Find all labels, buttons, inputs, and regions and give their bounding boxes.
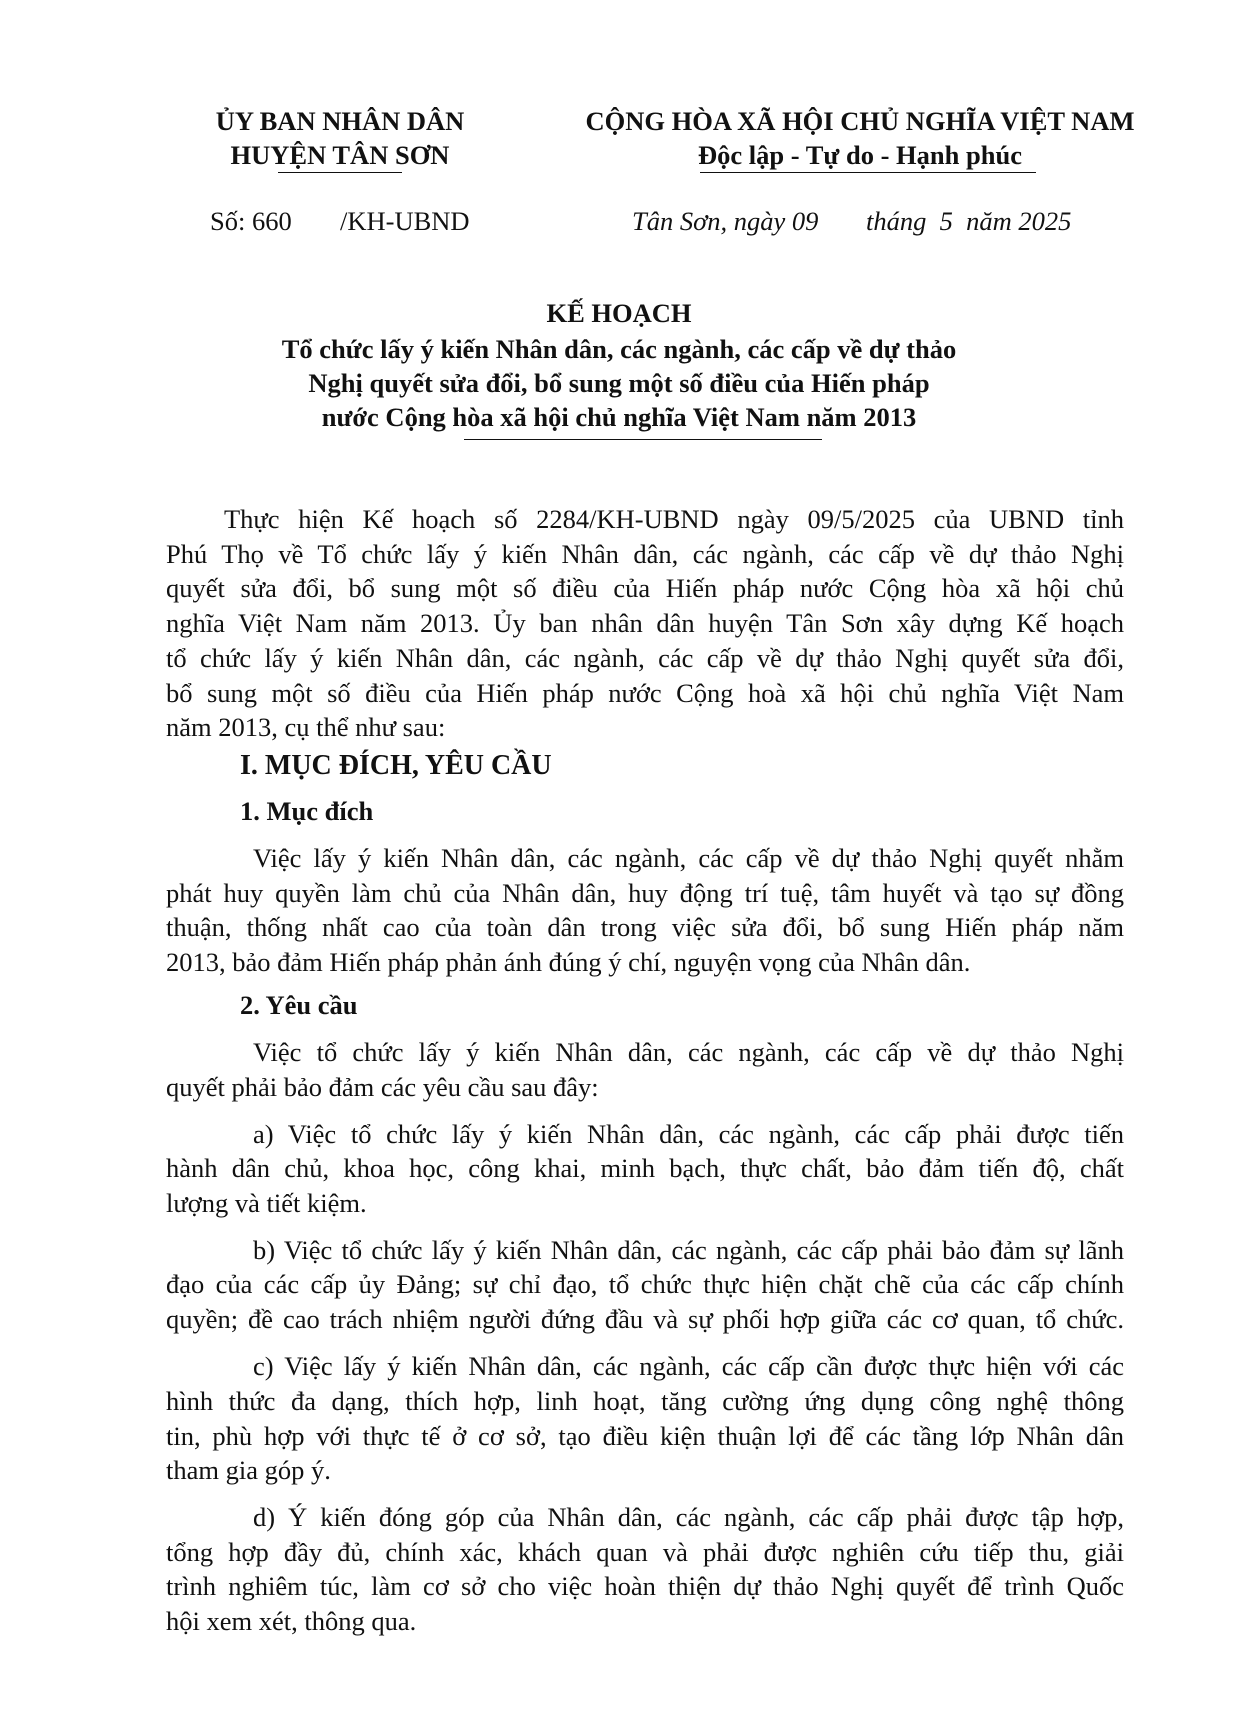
document-title-line2: Nghị quyết sửa đổi, bổ sung một số điều của Hiến pháp [308, 368, 930, 398]
requirement-d-line: hội xem xét, thông qua. [166, 1606, 417, 1636]
agency-name-line1: ỦY BAN NHÂN DÂN [215, 106, 465, 136]
requirement-d-line: tổng hợp đầy đủ, chính xác, khách quan và phải được nghiên cứu tiếp thu, giải [166, 1537, 1124, 1567]
document-title-line1: Tổ chức lấy ý kiến Nhân dân, các ngành, các cấp về dự thảo [281, 334, 957, 364]
intro-line: Phú Thọ về Tổ chức lấy ý kiến Nhân dân, các ngành, các cấp về dự thảo Nghị [166, 539, 1124, 569]
document-number: Số: 660 [210, 206, 292, 236]
requirements-intro-line: Việc tổ chức lấy ý kiến Nhân dân, các ngành, các cấp về dự thảo Nghị [253, 1037, 1124, 1067]
requirement-c-line: tin, phù hợp với thực tế ở cơ sở, tạo điều kiện thuận lợi để các tầng lớp Nhân dân [166, 1421, 1124, 1451]
requirement-b-line: đạo của các cấp ủy Đảng; sự chỉ đạo, tổ chức thực hiện chặt chẽ của các cấp chính [166, 1269, 1124, 1299]
purpose-line: thuận, thống nhất cao của toàn dân trong việc sửa đổi, bổ sung Hiến pháp năm [166, 912, 1124, 942]
motto-underline [700, 172, 1036, 173]
requirement-a-line: lượng và tiết kiệm. [166, 1188, 367, 1218]
agency-underline [278, 172, 402, 173]
document-title-line3: nước Cộng hòa xã hội chủ nghĩa Việt Nam năm 2013 [321, 402, 917, 432]
document-type-heading: KẾ HOẠCH [546, 298, 692, 328]
intro-line: nghĩa Việt Nam năm 2013. Ủy ban nhân dân huyện Tân Sơn xây dựng Kế hoạch [166, 608, 1124, 638]
intro-line: Thực hiện Kế hoạch số 2284/KH-UBND ngày 09/5/2025 của UBND tỉnh [224, 504, 1124, 534]
national-motto: Độc lập - Tự do - Hạnh phúc [698, 140, 1022, 170]
subsection-heading-requirements: 2. Yêu cầu [240, 990, 358, 1020]
intro-line: bổ sung một số điều của Hiến pháp nước Cộng hoà xã hội chủ nghĩa Việt Nam [166, 678, 1124, 708]
requirement-c-line: hình thức đa dạng, thích hợp, linh hoạt, tăng cường ứng dụng công nghệ thông [166, 1386, 1124, 1416]
purpose-line: Việc lấy ý kiến Nhân dân, các ngành, các cấp về dự thảo Nghị quyết nhằm [253, 843, 1124, 873]
document-code: /KH-UBND [340, 206, 470, 236]
purpose-line: phát huy quyền làm chủ của Nhân dân, huy động trí tuệ, tâm huyết và tạo sự đồng [166, 878, 1124, 908]
title-underline [464, 439, 822, 440]
intro-line: năm 2013, cụ thể như sau: [166, 712, 446, 742]
requirement-b-line: quyền; đề cao trách nhiệm người đứng đầu và sự phối hợp giữa các cơ quan, tổ chức. [166, 1304, 1124, 1334]
requirement-a-line: a) Việc tổ chức lấy ý kiến Nhân dân, các ngành, các cấp phải được tiến [253, 1119, 1124, 1149]
requirements-intro-line: quyết phải bảo đảm các yêu cầu sau đây: [166, 1072, 599, 1102]
requirement-c-line: c) Việc lấy ý kiến Nhân dân, các ngành, các cấp cần được thực hiện với các [253, 1351, 1124, 1381]
purpose-line: 2013, bảo đảm Hiến pháp phản ánh đúng ý chí, nguyện vọng của Nhân dân. [166, 947, 971, 977]
intro-line: quyết sửa đổi, bổ sung một số điều của Hiến pháp nước Cộng hòa xã hội chủ [166, 573, 1124, 603]
date-month-year: tháng 5 năm 2025 [866, 206, 1072, 236]
section-heading: I. MỤC ĐÍCH, YÊU CẦU [240, 750, 552, 781]
requirement-d-line: trình nghiêm túc, làm cơ sở cho việc hoàn thiện dự thảo Nghị quyết để trình Quốc [166, 1571, 1124, 1601]
requirement-c-line: tham gia góp ý. [166, 1455, 331, 1485]
requirement-b-line: b) Việc tổ chức lấy ý kiến Nhân dân, các ngành, các cấp phải bảo đảm sự lãnh [253, 1235, 1124, 1265]
requirement-d-line: d) Ý kiến đóng góp của Nhân dân, các ngành, các cấp phải được tập hợp, [253, 1502, 1124, 1532]
national-title: CỘNG HÒA XÃ HỘI CHỦ NGHĨA VIỆT NAM [585, 106, 1135, 136]
requirement-a-line: hành dân chủ, khoa học, công khai, minh bạch, thực chất, bảo đảm tiến độ, chất [166, 1153, 1124, 1183]
agency-name-line2: HUYỆN TÂN SƠN [230, 140, 450, 170]
place-date: Tân Sơn, ngày 09 [632, 206, 819, 236]
subsection-heading-purpose: 1. Mục đích [240, 796, 374, 826]
intro-line: tổ chức lấy ý kiến Nhân dân, các ngành, các cấp về dự thảo Nghị quyết sửa đổi, [166, 643, 1124, 673]
